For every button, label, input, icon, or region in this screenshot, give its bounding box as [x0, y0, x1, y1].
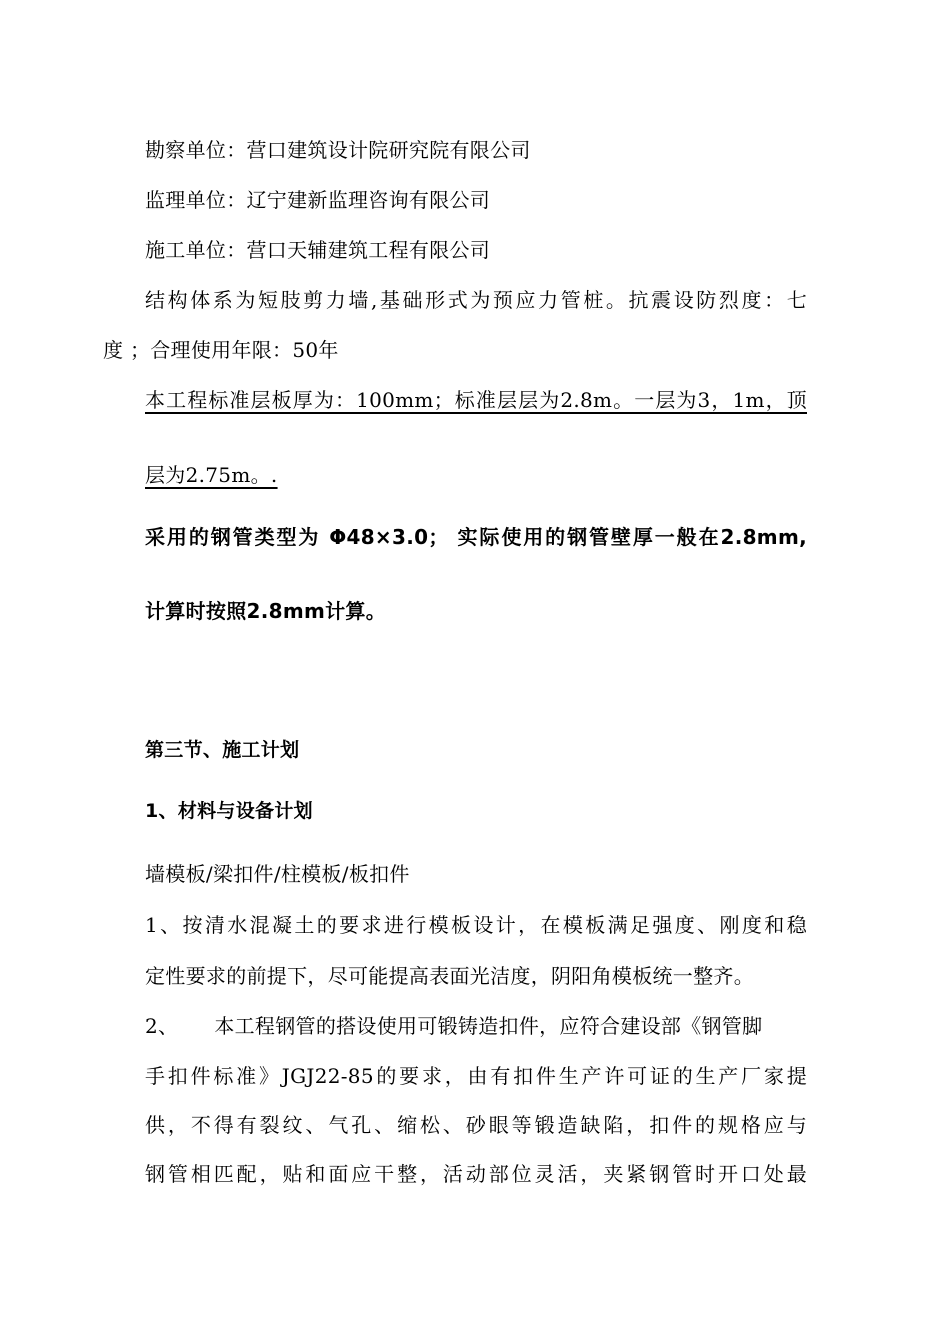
- slab-line-1: 本工程标准层板厚为：100mm；标准层层为2.8m。一层为3，1m，顶: [145, 388, 807, 412]
- paragraph-2-number: 2、: [145, 1014, 179, 1038]
- steel-pipe-line-2: 计算时按照2.8mm计算。: [145, 599, 387, 623]
- paragraph-2-line-4: 钢管相匹配，贴和面应干整，活动部位灵活，夹紧钢管时开口处最: [145, 1162, 807, 1186]
- supervision-unit-line: 监理单位：辽宁建新监理咨询有限公司: [145, 188, 491, 212]
- paragraph-2-line-1: [145, 1012, 762, 1040]
- paragraph-1-line-2: 定性要求的前提下，尽可能提高表面光洁度，阴阳角模板统一整齐。: [145, 964, 754, 988]
- slab-line-2: 层为2.75m。.: [145, 463, 278, 487]
- structure-line-2: 度 ；合理使用年限：50年: [103, 338, 339, 362]
- paragraph-2-line-1-text: 本工程钢管的搭设使用可锻铸造扣件，应符合建设部《钢管脚: [214, 1014, 763, 1038]
- paragraph-1-line-1: 1、按清水混凝土的要求进行模板设计，在模板满足强度、刚度和稳: [145, 913, 807, 937]
- survey-unit-line: 勘察单位：营口建筑设计院研究院有限公司: [145, 138, 531, 162]
- structure-line-1: 结构体系为短肢剪力墙,基础形式为预应力管桩。抗震设防烈度：七: [145, 288, 807, 312]
- items-label: 墙模板/梁扣件/柱模板/板扣件: [145, 862, 410, 886]
- paragraph-2-line-3: 供，不得有裂纹、气孔、缩松、砂眼等锻造缺陷，扣件的规格应与: [145, 1113, 807, 1137]
- steel-pipe-line-1: 采用的钢管类型为 Φ48×3.0； 实际使用的钢管壁厚一般在2.8mm,: [145, 525, 807, 549]
- section-title: 第三节、施工计划: [145, 739, 300, 761]
- construction-unit-line: 施工单位：营口天辅建筑工程有限公司: [145, 238, 491, 262]
- section-subtitle: 1、材料与设备计划: [145, 800, 313, 822]
- paragraph-2-line-2: 手扣件标准》JGJ22-85的要求，由有扣件生产许可证的生产厂家提: [145, 1064, 807, 1088]
